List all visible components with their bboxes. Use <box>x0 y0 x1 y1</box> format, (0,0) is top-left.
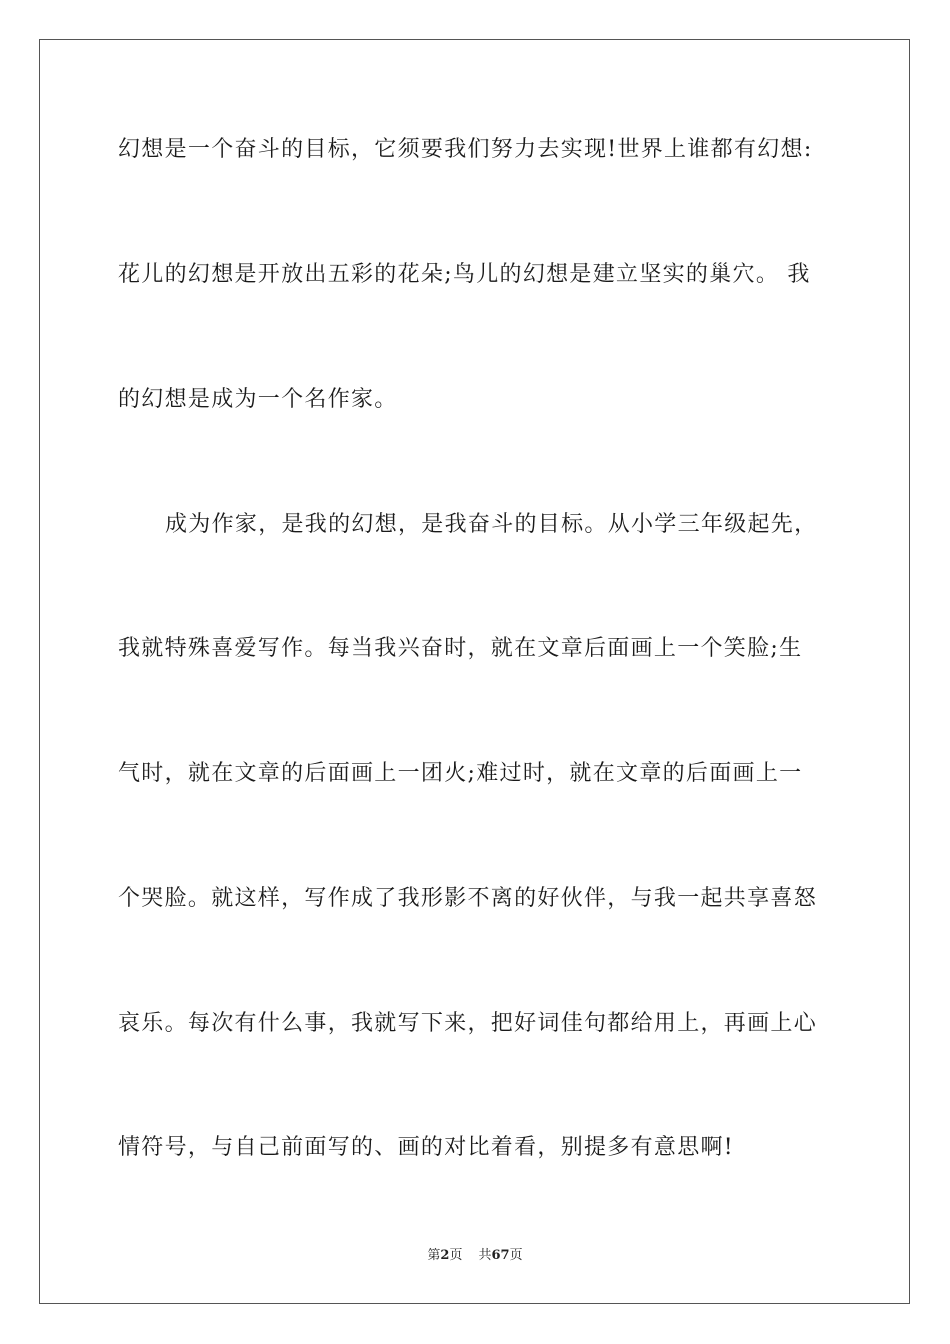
paragraph-line-9: 情符号，与自己前面写的、画的对比着看，别提多有意思啊! <box>118 1135 734 1160</box>
page-suffix: 页 <box>449 1248 463 1263</box>
page-footer <box>0 1247 950 1265</box>
total-prefix: 共 <box>478 1248 492 1263</box>
paragraph-line-3: 的幻想是成为一个名作家。 <box>118 387 398 412</box>
paragraph-line-8: 哀乐。每次有什么事，我就写下来，把好词佳句都给用上，再画上心 <box>118 1011 818 1036</box>
paragraph-line-5: 我就特殊喜爱写作。每当我兴奋时，就在文章后面画上一个笑脸;生 <box>118 636 803 661</box>
paragraph-line-4: 成为作家，是我的幻想，是我奋斗的目标。从小学三年级起先， <box>165 512 818 537</box>
total-pages: 67 <box>491 1248 510 1263</box>
paragraph-line-7: 个哭脸。就这样，写作成了我形影不离的好伙伴，与我一起共享喜怒 <box>118 886 818 911</box>
paragraph-line-6: 气时，就在文章的后面画上一团火;难过时，就在文章的后面画上一 <box>118 761 803 786</box>
total-suffix: 页 <box>509 1248 523 1263</box>
page-border <box>39 39 910 1304</box>
page-number: 2 <box>440 1248 450 1263</box>
page-prefix: 第 <box>427 1248 441 1263</box>
paragraph-line-1: 幻想是一个奋斗的目标，它须要我们努力去实现!世界上谁都有幻想: <box>118 137 813 162</box>
paragraph-line-2: 花儿的幻想是开放出五彩的花朵;鸟儿的幻想是建立坚实的巢穴。 我 <box>118 262 811 287</box>
